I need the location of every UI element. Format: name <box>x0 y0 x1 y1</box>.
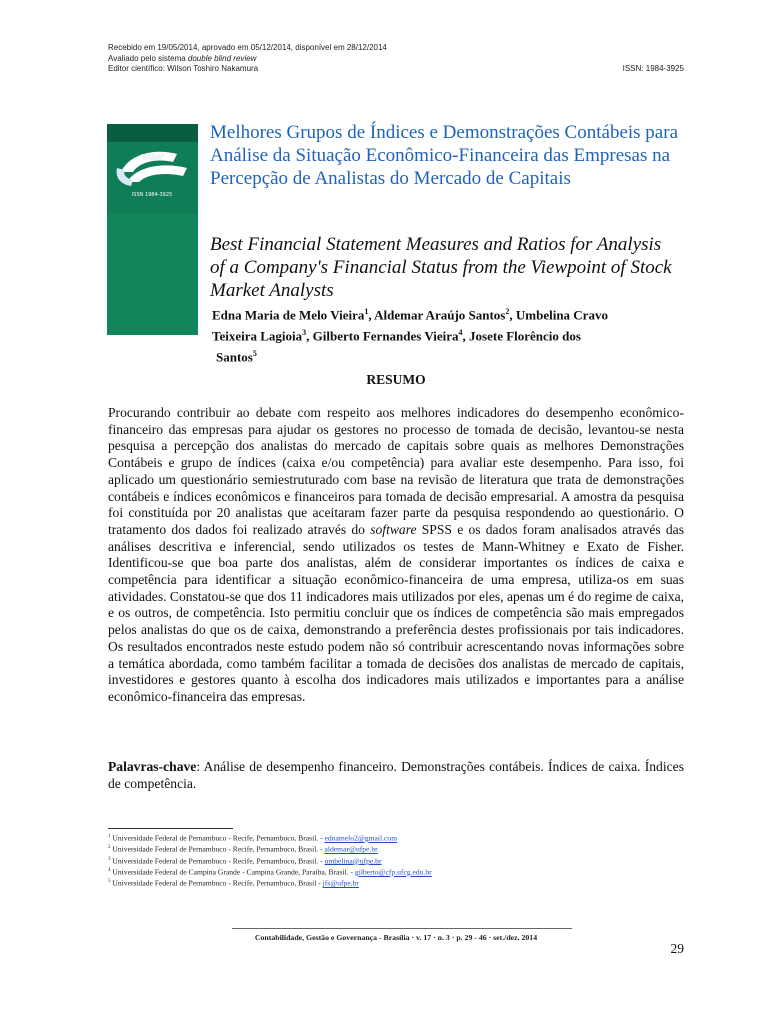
issn: ISSN: 1984-3925 <box>622 64 684 73</box>
title-portuguese: Melhores Grupos de Índices e Demonstrações Contábeis para Análise da Situação Econômico-Financeira das Empresas na Percepção de Analistas do Mercado de Capitais <box>210 122 678 189</box>
email-link[interactable]: umbelina@ufpe.br <box>324 856 382 866</box>
footnote-4: $^4$ Universidade Federal de Campina Grande - Campina Grande, Paraíba, Brasil. - gilberto@cfp.ufcg.edu.br <box>108 867 432 877</box>
page-number: 29 <box>670 941 684 956</box>
received-dates: Recebido em 19/05/2014, aprovado em 05/12/2014, disponível em 28/12/2014 <box>108 43 387 52</box>
footer-divider <box>232 928 572 929</box>
svg-text:ISSN 1984-3925: ISSN 1984-3925 <box>131 192 173 198</box>
footnote-3: $^3$ Universidade Federal de Pernambuco - Recife, Pernambuco, Brasil. - umbelina@ufpe.br <box>108 856 382 866</box>
footnote-5: $^5$ Universidade Federal de Pernambuco - Recife, Pernambuco, Brasil - jfs@ufpe.br <box>108 878 359 888</box>
publication-metadata <box>108 43 684 75</box>
title-english: Best Financial Statement Measures and Ratios for Analysis of a Company's Financial Status from the Viewpoint of Stock Market Analysts <box>210 234 672 301</box>
email-link[interactable]: gilberto@cfp.ufcg.edu.br <box>354 867 432 877</box>
abstract-heading: RESUMO <box>366 372 426 387</box>
journal-logo-icon <box>107 124 198 335</box>
footnotes <box>108 832 684 889</box>
author-line-3: Santos$^5$ <box>216 348 257 364</box>
email-link[interactable]: aldemar@ufpe.br <box>324 844 378 854</box>
journal-logo <box>107 124 198 335</box>
email-link[interactable]: ednamelo2@gmail.com <box>324 833 398 843</box>
review-system: Avaliado pelo sistema double blind review <box>108 53 257 63</box>
footnote-divider <box>108 828 233 829</box>
keywords: Palavras-chave: Análise de desempenho financeiro. Demonstrações contábeis. Índices de caixa. Índices de competência. <box>108 759 684 791</box>
footnote-2: $^2$ Universidade Federal de Pernambuco - Recife, Pernambuco, Brasil. - aldemar@ufpe.br <box>108 844 378 854</box>
journal-citation: Contabilidade, Gestão e Governança - Brasília · v. 17 · n. 3 · p. 29 - 46 · set./dez. 2014 <box>254 933 538 942</box>
scientific-editor: Editor científico: Wilson Toshiro Nakamura <box>108 64 259 73</box>
author-line-2: Teixeira Lagioia$^3$, Gilberto Fernandes Vieira$^4$, Josete Florêncio dos <box>212 327 581 344</box>
keywords-label: Palavras-chave <box>108 759 197 774</box>
author-line-1: Edna Maria de Melo Vieira$^1$, Aldemar Araújo Santos$^2$, Umbelina Cravo <box>212 307 608 323</box>
email-link[interactable]: jfs@ufpe.br <box>322 878 359 888</box>
author-list <box>212 303 682 365</box>
abstract-body: Procurando contribuir ao debate com respeito aos melhores indicadores do desempenho econômico-financeiro das empresas para ajudar os gestores no processo de tomada de decisão, levantou-se nesta pesquisa a percepção dos analistas do mercado de capitais sobre quais as melhores Demonstrações Contábeis e grupo de índices (caixa e/ou competência) para avaliar este desempenho. Para isso, foi aplicado um questionário semiestruturado com base na revisão de literatura que trata de demonstrações contábeis e índices econômicos e financeiros para tomada de decisão empresarial. A amostra da pesquisa foi constituída por 20 analistas que aceitaram fazer parte da pesquisa respondendo ao questionário. O tratamento dos dados foi realizado através do software SPSS e os dados foram analisados através das análises descritiva e inferencial, sendo utilizados os testes de Mann-Whitney e Exato de Fisher. Identificou-se que boa parte dos analistas, além de considerar importantes os índices de caixa e competência para identificar a situação econômico-financeira de uma empresa, utiliza-os em suas atividades. Constatou-se que dos 11 indicadores mais utilizados por eles, apenas um é do regime de caixa, e os outros, de competência. Isto permitiu concluir que os índices de competência são mais empregados pelos analistas do que os de caixa, demonstrando a preferência destes profissionais por tais indicadores. Os resultados encontrados neste estudo podem não só contribuir acrescentando novas informações sobre a temática abordada, como também facilitar a tomada de decisões dos analistas de mercado de capitais, investidores e gestores quanto à escolha dos indicadores mais utilizados e importantes para a análise econômico-financeira das empresas. <box>108 405 684 704</box>
footnote-1: $^1$ Universidade Federal de Pernambuco - Recife, Pernambuco, Brasil. - ednamelo2@gmail.com <box>108 833 398 843</box>
